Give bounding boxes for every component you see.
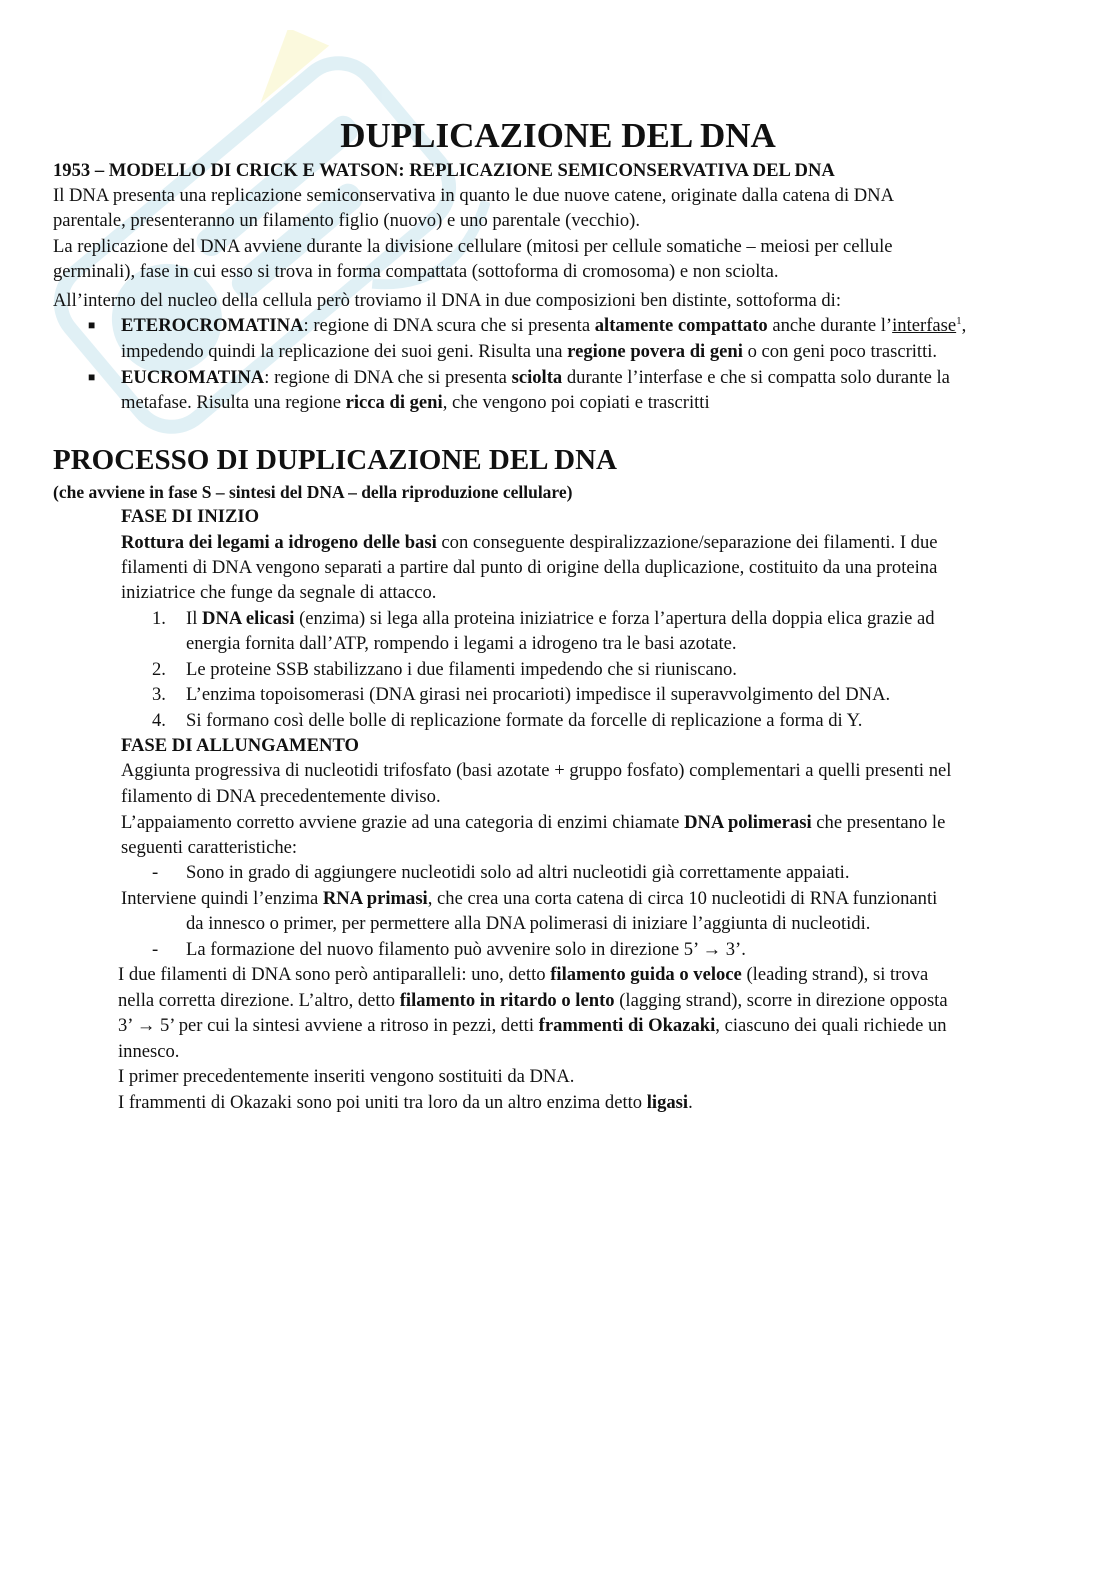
dash-item: La formazione del nuovo filamento può avvenire solo in direzione 5’ → 3’. <box>186 939 746 960</box>
section2-subheading: (che avviene in fase S – sintesi del DNA – della riproduzione cellulare) <box>53 482 573 502</box>
step-item-line: energia fornita dall’ATP, rompendo i legami a idrogeno tra le basi azotate. <box>186 633 737 654</box>
bullet-square-icon: ■ <box>88 370 96 384</box>
paragraph-line: 3’ → 5’ per cui la sintesi avviene a ritroso in pezzi, detti frammenti di Okazaki, ciascuno dei quali richiede un <box>118 1015 947 1036</box>
step-item: L’enzima topoisomerasi (DNA girasi nei procarioti) impedisce il superavvolgimento del DNA. <box>186 684 891 705</box>
paragraph-line: iniziatrice che funge da segnale di attacco. <box>121 582 437 603</box>
paragraph-line: filamenti di DNA vengono separati a partire dal punto di origine della duplicazione, costituito da una proteina <box>121 557 938 578</box>
section1-heading: 1953 – MODELLO DI CRICK E WATSON: REPLICAZIONE SEMICONSERVATIVA DEL DNA <box>53 160 835 181</box>
footnote-ref[interactable]: 1 <box>956 314 962 327</box>
phase-title: FASE DI ALLUNGAMENTO <box>121 735 359 756</box>
paragraph-line: I primer precedentemente inseriti vengono sostituiti da DNA. <box>118 1066 575 1087</box>
paragraph-line: filamento di DNA precedentemente diviso. <box>121 786 441 807</box>
step-number: 4. <box>152 710 166 731</box>
paragraph-line: Il DNA presenta una replicazione semiconservativa in quanto le due nuove catene, originate dalla catena di DNA <box>53 185 895 206</box>
paragraph-line: La replicazione del DNA avviene durante la divisione cellulare (mitosi per cellule somatiche – meiosi per cellule <box>53 236 893 257</box>
dash-bullet: - <box>152 862 159 883</box>
step-item: Le proteine SSB stabilizzano i due filamenti impedendo che si riuniscano. <box>186 659 737 680</box>
page-title: DUPLICAZIONE DEL DNA <box>340 116 776 155</box>
paragraph-line: Aggiunta progressiva di nucleotidi trifosfato (basi azotate + gruppo fosfato) complementari a quelli presenti nel <box>121 760 952 781</box>
paragraph-line: nella corretta direzione. L’altro, detto filamento in ritardo o lento (lagging strand), scorre in direzione opposta <box>118 990 948 1011</box>
paragraph-line: Rottura dei legami a idrogeno delle basi con conseguente despiralizzazione/separazione dei filamenti. I due <box>121 532 938 553</box>
term-heterochromatin: ETEROCROMATINA <box>121 315 304 336</box>
bullet-square-icon: ■ <box>88 318 96 332</box>
paragraph-line: seguenti caratteristiche: <box>121 837 298 858</box>
paragraph-line: Interviene quindi l’enzima RNA primasi, che crea una corta catena di circa 10 nucleotidi di RNA funzionanti <box>121 888 938 909</box>
paragraph-line: innesco. <box>118 1041 180 1062</box>
step-number: 2. <box>152 659 166 680</box>
list-item: EUCROMATINA: regione di DNA che si presenta sciolta durante l’interfase e che si compatta solo durante la <box>121 367 950 388</box>
phase-title: FASE DI INIZIO <box>121 506 260 527</box>
paragraph-line: All’interno del nucleo della cellula però troviamo il DNA in due composizioni ben distinte, sottoforma di: <box>53 290 841 311</box>
paragraph-line: parentale, presenteranno un filamento figlio (nuovo) e uno parentale (vecchio). <box>53 210 641 231</box>
dash-item: Sono in grado di aggiungere nucleotidi solo ad altri nucleotidi già correttamente appaiati. <box>186 862 850 883</box>
footnote-link-interfase[interactable]: interfase <box>892 315 957 336</box>
step-number: 3. <box>152 684 166 705</box>
dash-bullet: - <box>152 939 159 960</box>
term-euchromatin: EUCROMATINA <box>121 367 265 388</box>
paragraph-line: germinali), fase in cui esso si trova in forma compattata (sottoforma di cromosoma) e non sciolta. <box>53 261 779 282</box>
paragraph-line: da innesco o primer, per permettere alla DNA polimerasi di iniziare l’aggiunta di nucleotidi. <box>186 913 871 934</box>
paragraph-line: I due filamenti di DNA sono però antiparalleli: uno, detto filamento guida o veloce (leading strand), si trova <box>118 964 929 985</box>
step-item: Il DNA elicasi (enzima) si lega alla proteina iniziatrice e forza l’apertura della doppia elica grazie ad <box>186 608 935 629</box>
paragraph-line: L’appaiamento corretto avviene grazie ad una categoria di enzimi chiamate DNA polimerasi che presentano le <box>121 812 946 833</box>
paragraph-line: I frammenti di Okazaki sono poi uniti tra loro da un altro enzima detto ligasi. <box>118 1092 693 1113</box>
section2-heading: PROCESSO DI DUPLICAZIONE DEL DNA <box>53 444 617 476</box>
list-item: ETEROCROMATINA: regione di DNA scura che si presenta altamente compattato anche durante l’interfase$^1$, <box>121 314 967 336</box>
step-number: 1. <box>152 608 166 629</box>
list-item-line: metafase. Risulta una regione ricca di geni, che vengono poi copiati e trascritti <box>121 392 710 413</box>
step-item: Si formano così delle bolle di replicazione formate da forcelle di replicazione a forma di Y. <box>186 710 863 731</box>
list-item-line: impedendo quindi la replicazione dei suoi geni. Risulta una regione povera di geni o con geni poco trascritti. <box>121 341 938 362</box>
